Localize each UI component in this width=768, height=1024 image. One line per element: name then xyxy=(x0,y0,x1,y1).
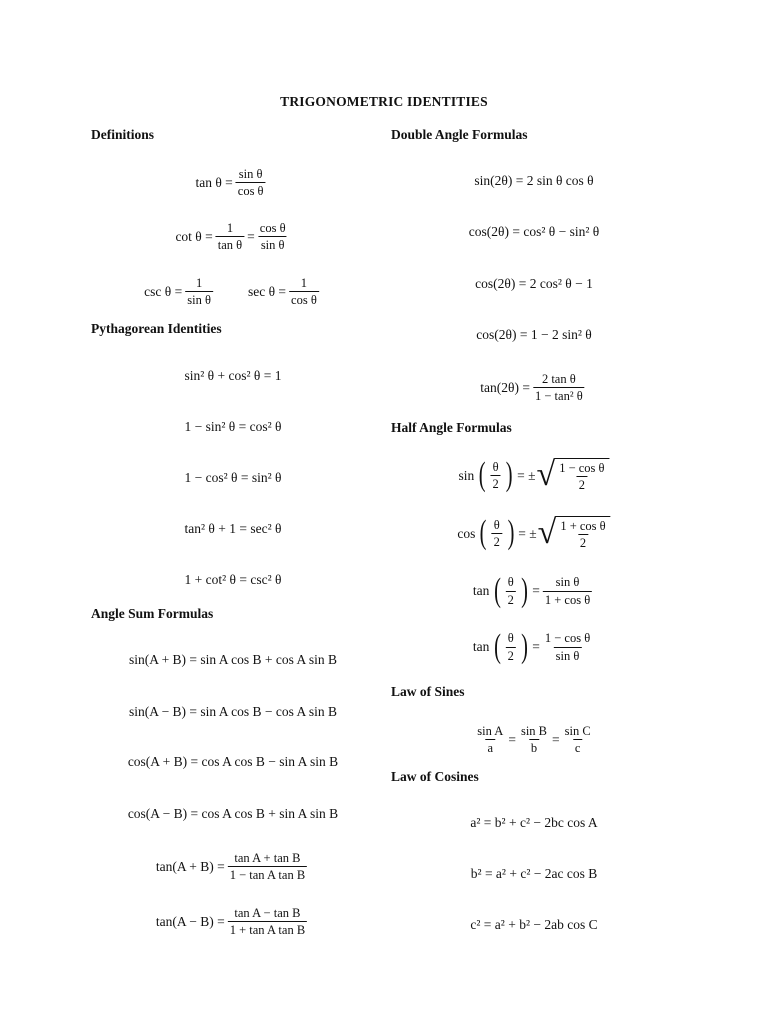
equation-cot-definition: cot θ = $\frac{1}{\text{tan θ}}$ = $\frac{\text{cos θ}}{\text{sin θ}}$ xyxy=(175,221,286,253)
equation-pythagorean-3: 1 − cos² θ = sin² θ xyxy=(184,470,282,485)
equation-double-angle-4: cos(2θ) = 1 − 2 sin² θ xyxy=(476,327,592,342)
section-title-pythagorean: Pythagorean Identities xyxy=(91,321,222,336)
section-title-double-angle: Double Angle Formulas xyxy=(391,127,528,142)
section-title-half-angle: Half Angle Formulas xyxy=(391,420,512,435)
equation-half-angle-tan-2: tan ( $\frac{\theta}{2}$ ) = $\frac{\text{1 − cos θ}}{\text{sin θ}}$ xyxy=(472,628,591,665)
equation-half-angle-cos: cos ( $\frac{\theta}{2}$ ) = ± √ $\frac{\text{1 + cos θ}}{2}$ xyxy=(457,516,610,551)
equation-angle-sum-2: sin(A − B) = sin A cos B − cos A sin B xyxy=(128,704,338,719)
section-title-definitions: Definitions xyxy=(91,127,155,142)
page-title: TRIGONOMETRIC IDENTITIES xyxy=(280,94,488,109)
equation-double-angle-3: cos(2θ) = 2 cos² θ − 1 xyxy=(475,276,593,291)
equation-law-of-cosines-2: b² = a² + c² − 2ac cos B xyxy=(470,866,598,881)
equation-double-angle-2: cos(2θ) = cos² θ − sin² θ xyxy=(468,224,600,239)
equation-double-angle-1: sin(2θ) = 2 sin θ cos θ xyxy=(474,173,594,188)
equation-angle-sum-1: sin(A + B) = sin A cos B + cos A sin B xyxy=(128,652,338,667)
equation-pythagorean-5: 1 + cot² θ = csc² θ xyxy=(184,572,282,587)
equation-angle-sum-5: tan(A + B) = $\frac{\text{tan A + tan B}}{\text{1 − tan A tan B}}$ xyxy=(155,851,306,883)
section-title-angle-sum: Angle Sum Formulas xyxy=(91,606,214,621)
equation-double-angle-5: tan(2θ) = $\frac{\text{2 tan θ}}{\text{1 − tan² θ}}$ xyxy=(480,372,583,404)
equation-pythagorean-2: 1 − sin² θ = cos² θ xyxy=(184,419,282,434)
equation-law-of-sines: $\frac{\text{sin A}}{a}$ = $\frac{\text{sin B}}{b}$ = $\frac{\text{sin C}}{c}$ xyxy=(477,724,591,756)
equation-angle-sum-6: tan(A − B) = $\frac{\text{tan A − tan B}}{\text{1 + tan A tan B}}$ xyxy=(155,906,306,938)
equation-pythagorean-1: sin² θ + cos² θ = 1 xyxy=(184,368,282,383)
equation-law-of-cosines-1: a² = b² + c² − 2bc cos A xyxy=(470,815,598,830)
equation-half-angle-tan-1: tan ( $\frac{\theta}{2}$ ) = $\frac{\text{sin θ}}{\text{1 + cos θ}}$ xyxy=(472,572,591,609)
equation-csc-sec-definitions: csc θ = $\frac{1}{\text{sin θ}}$ sec θ = $\frac{1}{\text{cos θ}}$ xyxy=(144,276,317,308)
equation-angle-sum-3: cos(A + B) = cos A cos B − sin A sin B xyxy=(127,754,339,769)
section-title-law-of-sines: Law of Sines xyxy=(391,684,465,699)
equation-half-angle-sin: sin ( $\frac{\theta}{2}$ ) = ± √ $\frac{\text{1 − cos θ}}{2}$ xyxy=(458,458,609,493)
section-title-law-of-cosines: Law of Cosines xyxy=(391,769,479,784)
equation-law-of-cosines-3: c² = a² + b² − 2ab cos C xyxy=(470,917,598,932)
equation-tan-definition: tan θ = $\frac{\text{sin θ}}{\text{cos θ}}$ xyxy=(195,167,264,199)
equation-angle-sum-4: cos(A − B) = cos A cos B + sin A sin B xyxy=(127,806,339,821)
equation-pythagorean-4: tan² θ + 1 = sec² θ xyxy=(184,521,282,536)
